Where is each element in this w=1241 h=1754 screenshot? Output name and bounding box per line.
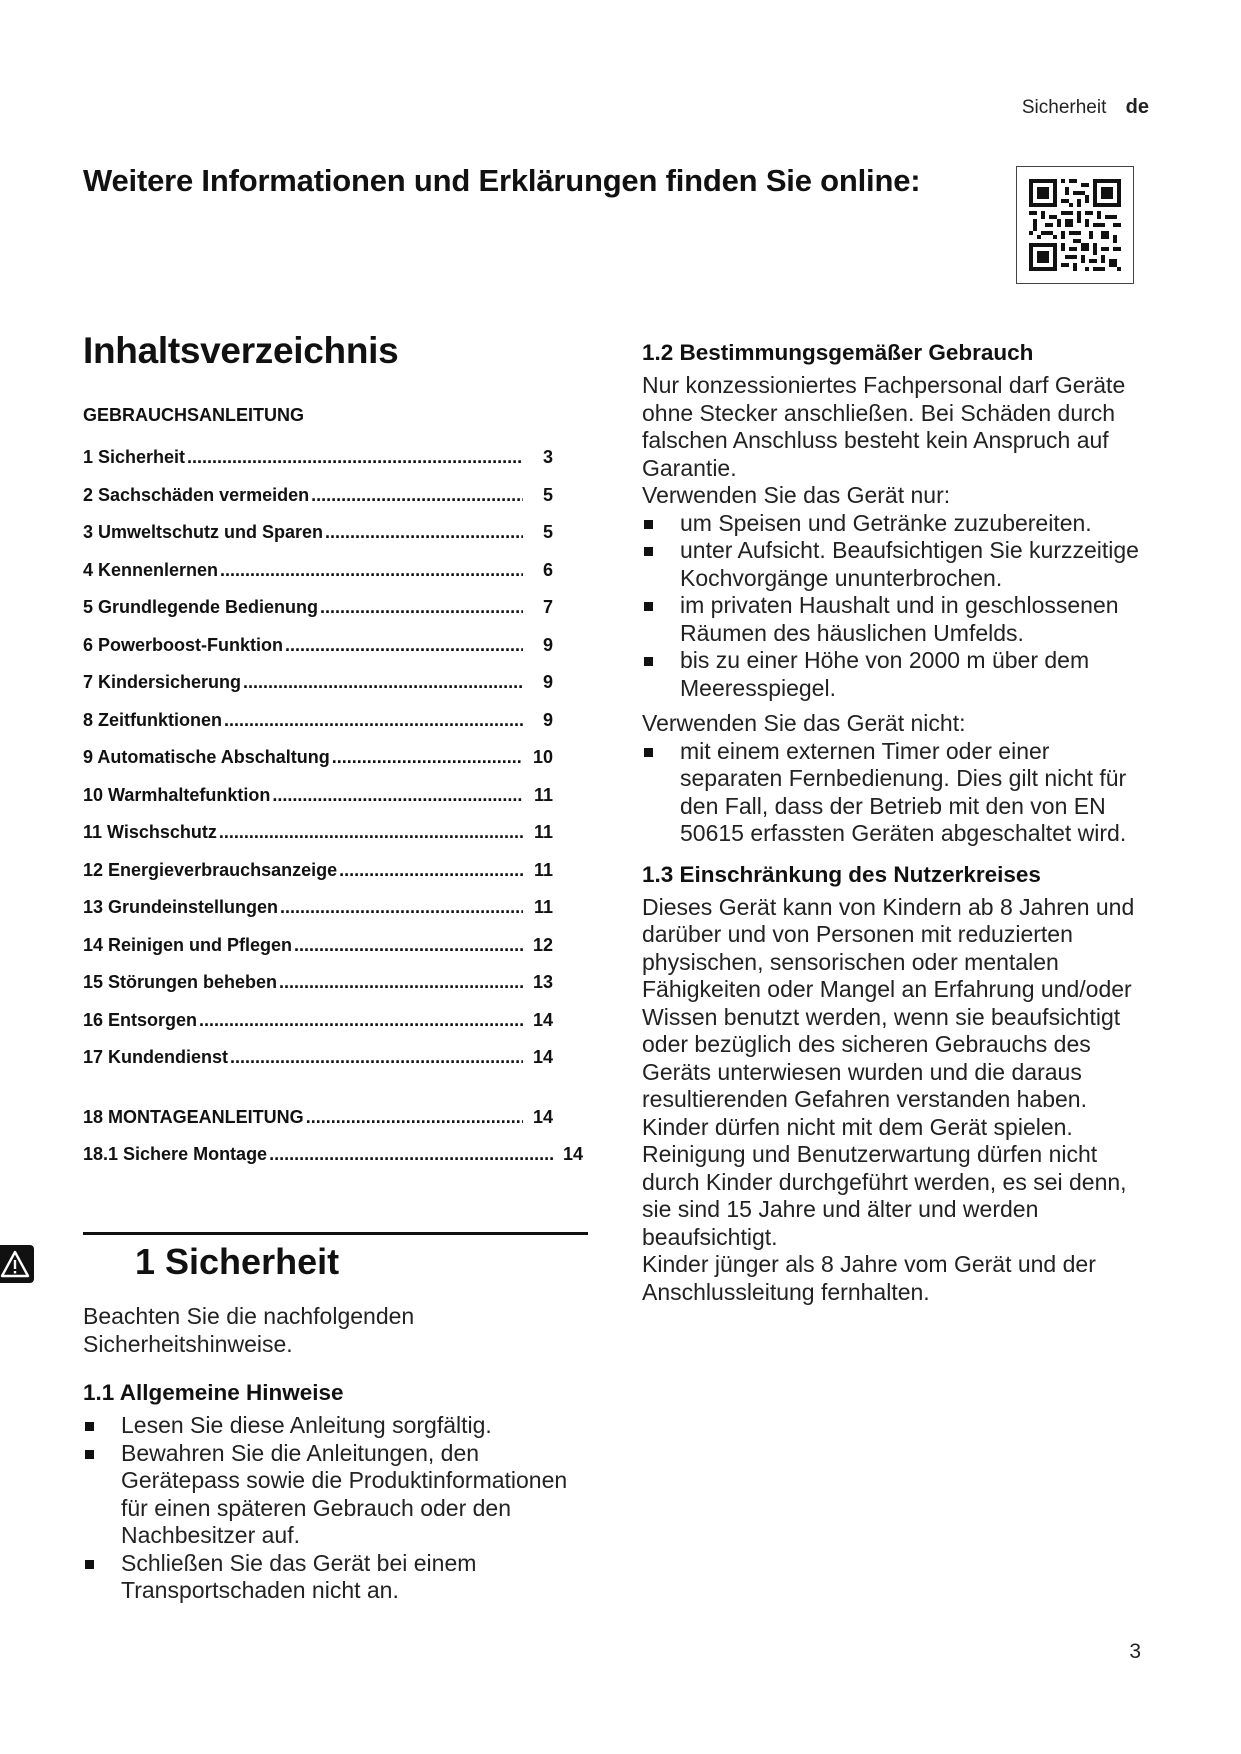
bullet-item — [642, 738, 1157, 848]
toc-entry-title: 14 Reinigen und Pflegen — [83, 934, 293, 955]
toc-entry-page: 10 — [532, 747, 553, 767]
toc-entry-page: 14 — [532, 1047, 553, 1067]
toc-entry-title: 3 Umweltschutz und Sparen — [83, 522, 324, 542]
toc-entry-title: 2 Sachschäden vermeiden — [83, 484, 310, 505]
toc-entry[interactable] — [83, 485, 553, 523]
toc-entry-title: 5 Grundlegende Bedienung — [83, 597, 319, 617]
toc-entry-page: 14 — [532, 1009, 553, 1030]
warning-icon — [0, 1245, 34, 1283]
bullet-item-text: um Speisen und Getränke zuzubereiten. — [680, 509, 1092, 536]
toc-entry[interactable] — [83, 710, 553, 748]
toc-entry-title: 6 Powerboost-Funktion — [83, 634, 283, 655]
bullet-item — [642, 592, 1157, 647]
bullet-item — [642, 510, 1157, 538]
toc-entry-page: 11 — [533, 784, 553, 805]
toc-entry[interactable] — [83, 1047, 553, 1085]
toc-entry[interactable] — [83, 747, 553, 785]
toc-entry-page: 6 — [542, 559, 553, 580]
bullet-list-1-2-not — [642, 738, 1157, 848]
toc-entry-page: 9 — [542, 634, 553, 655]
toc-title: Inhaltsverzeichnis — [83, 330, 399, 371]
subsection-title-1-2: 1.2 Bestimmungsgemäßer Gebrauch — [642, 340, 1034, 365]
bullet-item-text: unter Aufsicht. Beaufsichtigen Sie kurzzeitige Kochvorgänge ununterbrochen. — [680, 537, 1139, 591]
bullet-item-text: Bewahren Sie die Anleitungen, den Gerätepass sowie die Produktinformationen für einen späteren Gebrauch oder den Nachbesitzer auf. — [121, 1439, 568, 1548]
bullet-item — [83, 1412, 588, 1440]
toc-entry-title: 17 Kundendienst — [83, 1047, 229, 1067]
toc-list — [83, 447, 588, 1174]
toc-leader-dots — [269, 1144, 553, 1165]
toc-entry-page: 11 — [533, 897, 553, 917]
toc-entry[interactable] — [83, 560, 553, 598]
bullet-item — [642, 537, 1157, 592]
bullet-list-1-1 — [83, 1412, 588, 1605]
running-head — [1022, 96, 1149, 119]
toc-entry-title: 1 Sicherheit — [83, 447, 186, 467]
bullet-list-1-2 — [642, 510, 1157, 703]
s13-paragraph-4: Kinder jünger als 8 Jahre vom Gerät und der Anschlussleitung fernhalten. — [642, 1251, 1096, 1305]
subsection-title-1-3: 1.3 Einschränkung des Nutzerkreises — [642, 861, 1041, 887]
page-number: 3 — [1129, 1640, 1141, 1663]
toc-entry-title: 7 Kindersicherung — [83, 672, 242, 692]
toc-entry-page: 13 — [532, 972, 553, 992]
toc-column — [83, 330, 588, 1174]
toc-leader-dots — [311, 485, 523, 506]
s13-paragraph-3: Reinigung und Benutzerwartung dürfen nicht durch Kinder durchgeführt werden, es sei denn, sie sind 15 Jahre und älter und werden beaufsichtigt. — [642, 1141, 1127, 1250]
toc-entry[interactable] — [83, 1107, 553, 1145]
toc-entry-title: 9 Automatische Abschaltung — [83, 747, 330, 767]
toc-leader-dots — [279, 972, 523, 993]
toc-leader-dots — [320, 597, 523, 618]
toc-entry[interactable] — [83, 597, 553, 635]
section-intro: Beachten Sie die nachfolgenden Sicherheitshinweise. — [83, 1303, 415, 1357]
section-sicherheit — [83, 1232, 588, 1605]
s12-not-label: Verwenden Sie das Gerät nicht: — [642, 710, 966, 736]
toc-entry-page: 9 — [542, 672, 553, 692]
toc-entry[interactable] — [83, 822, 553, 860]
toc-leader-dots — [285, 635, 523, 656]
running-head-section: Sicherheit — [1021, 97, 1107, 118]
bullet-item — [83, 1440, 588, 1550]
toc-entry-title: 11 Wischschutz — [83, 822, 217, 842]
toc-entry-page: 14 — [562, 1144, 583, 1164]
toc-entry-page: 14 — [532, 1106, 553, 1127]
toc-leader-dots — [325, 522, 523, 543]
s12-only-label: Verwenden Sie das Gerät nur: — [642, 482, 951, 508]
toc-leader-dots — [230, 1047, 523, 1068]
s13-paragraph-1: Dieses Gerät kann von Kindern ab 8 Jahren und darüber und von Personen mit reduzierten physischen, sensorischen oder mentalen Fähigkeiten oder Mangel an Erfahrung und/oder Wissen benutzt werden, wenn sie beaufsichtigt oder bezüglich des sicheren Gebrauchs des Geräts unterwiesen wurden und die daraus resultierenden Gefahren verstanden haben. — [642, 893, 1135, 1112]
toc-entry-title: 15 Störungen beheben — [83, 972, 278, 992]
bullet-item-text: Schließen Sie das Gerät bei einem Transportschaden nicht an. — [121, 1549, 477, 1603]
toc-entry[interactable] — [83, 972, 553, 1010]
section-heading: 1 Sicherheit — [135, 1241, 340, 1282]
toc-leader-dots — [243, 672, 523, 693]
toc-entry[interactable] — [83, 1010, 553, 1048]
toc-entry-page: 11 — [533, 859, 553, 880]
toc-entry-page: 5 — [542, 522, 553, 542]
toc-leader-dots — [332, 747, 523, 768]
toc-leader-dots — [306, 1107, 523, 1128]
toc-section-label: GEBRAUCHSANLEITUNG — [83, 405, 305, 425]
toc-leader-dots — [224, 710, 523, 731]
toc-entry[interactable] — [83, 1144, 583, 1174]
toc-entry[interactable] — [83, 860, 553, 898]
toc-entry[interactable] — [83, 935, 553, 973]
toc-entry-title: 13 Grundeinstellungen — [83, 897, 279, 917]
toc-entry[interactable] — [83, 447, 553, 485]
toc-entry[interactable] — [83, 672, 553, 710]
toc-entry-title: 18.1 Sichere Montage — [83, 1144, 268, 1164]
toc-entry[interactable] — [83, 522, 553, 560]
toc-entry-title: 18 MONTAGEANLEITUNG — [83, 1106, 304, 1127]
toc-entry-page: 3 — [542, 447, 553, 467]
toc-entry-title: 12 Energieverbrauchsanzeige — [83, 859, 338, 880]
toc-leader-dots — [280, 897, 523, 918]
toc-leader-dots — [199, 1010, 523, 1031]
toc-entry-page: 5 — [542, 484, 553, 505]
toc-entry[interactable] — [83, 897, 553, 935]
s13-paragraph-2: Kinder dürfen nicht mit dem Gerät spielen. — [642, 1113, 1073, 1140]
toc-entry-title: 10 Warmhaltefunktion — [83, 784, 271, 805]
toc-leader-dots — [294, 935, 523, 956]
toc-leader-dots — [339, 860, 523, 881]
toc-entry-page: 7 — [542, 597, 553, 617]
toc-entry-title: 8 Zeitfunktionen — [83, 709, 222, 730]
qr-code[interactable] — [1016, 166, 1134, 284]
toc-leader-dots — [220, 560, 523, 581]
toc-entry-page: 11 — [533, 822, 553, 842]
s12-paragraph: Nur konzessioniertes Fachpersonal darf Geräte ohne Stecker anschließen. Bei Schäden durch falschen Anschluss besteht kein Anspruch auf Garantie. — [642, 372, 1126, 481]
bullet-item — [642, 647, 1157, 702]
toc-entry-page: 9 — [542, 709, 553, 730]
bullet-item — [83, 1550, 588, 1605]
bullet-item-text: bis zu einer Höhe von 2000 m über dem Meeresspiegel. — [680, 647, 1090, 701]
toc-gap — [83, 1085, 588, 1107]
toc-entry[interactable] — [83, 785, 553, 823]
toc-leader-dots — [219, 822, 523, 843]
online-info-title: Weitere Informationen und Erklärungen finden Sie online: — [83, 163, 921, 198]
toc-entry-page: 12 — [532, 934, 553, 955]
toc-leader-dots — [272, 785, 523, 806]
bullet-item-text: mit einem externen Timer oder einer separaten Fernbedienung. Dies gilt nicht für den Fall, dass der Betrieb mit den von EN 50615 erfassten Geräten abgeschaltet wird. — [680, 737, 1127, 846]
subsection-title-1-1: 1.1 Allgemeine Hinweise — [83, 1380, 344, 1405]
toc-entry[interactable] — [83, 635, 553, 673]
bullet-item-text: im privaten Haushalt und in geschlossenen Räumen des häuslichen Umfelds. — [680, 592, 1119, 646]
toc-leader-dots — [187, 447, 523, 468]
qr-code-icon — [1029, 179, 1121, 271]
right-column — [642, 340, 1157, 1306]
toc-entry-title: 16 Entsorgen — [83, 1009, 198, 1030]
bullet-item-text: Lesen Sie diese Anleitung sorgfältig. — [121, 1412, 492, 1438]
toc-entry-title: 4 Kennenlernen — [83, 559, 219, 580]
running-head-lang: de — [1125, 96, 1149, 118]
